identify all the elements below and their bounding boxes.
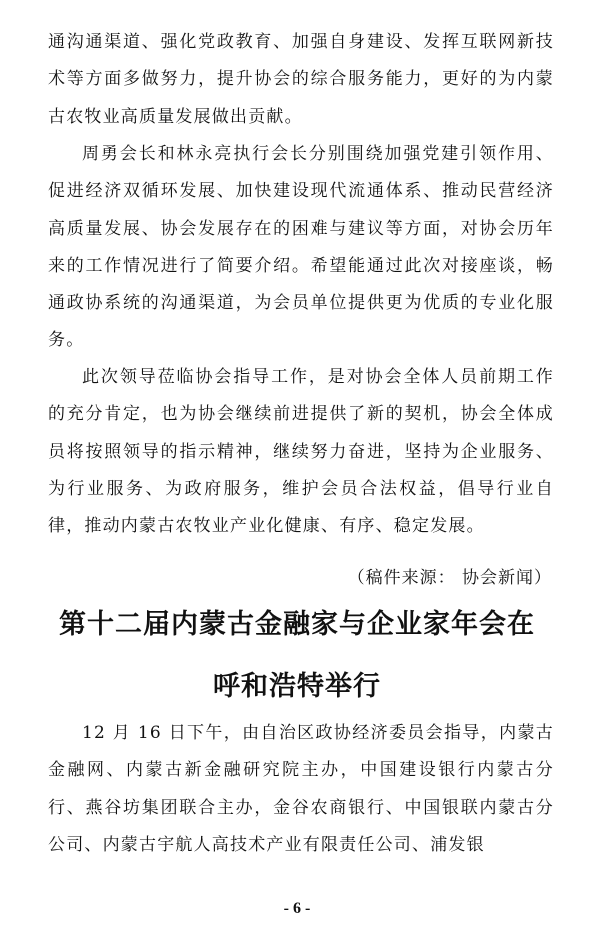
- page-number: - 6 -: [283, 900, 311, 917]
- article-first-paragraph: 12 月 16 日下午，由自治区政协经济委员会指导，内蒙古金融网、内蒙古新金融研究院主办，中国建设银行内蒙古分行、燕谷坊集团联合主办，金谷农商银行、中国银联内蒙古分公司、内蒙古宇航人高技术产业有限责任公司、浦发银: [48, 723, 554, 855]
- source-note: （稿件来源： 协会新闻）: [347, 568, 552, 588]
- paragraph-president-remarks: 周勇会长和林永亮执行会长分别围绕加强党建引领作用、促进经济双循环发展、加快建设现代流通体系、推动民营经济高质量发展、协会发展存在的困难与建议等方面，对协会历年来的工作情况进行了简要介绍。希望能通过此次对接座谈，畅通政协系统的沟通渠道，为会员单位提供更为优质的专业化服务。: [48, 144, 554, 351]
- paragraph-continued: 通沟通渠道、强化党政教育、加强自身建设、发挥互联网新技术等方面多做努力，提升协会的综合服务能力，更好的为内蒙古农牧业高质量发展做出贡献。: [48, 32, 554, 127]
- article-title-line-2: 呼和浩特举行: [213, 671, 381, 702]
- paragraph-conclusion: 此次领导莅临协会指导工作，是对协会全体人员前期工作的充分肯定，也为协会继续前进提供了新的契机，协会全体成员将按照领导的指示精神，继续努力奋进，坚持为企业服务、为行业服务、为政府服务，维护会员合法权益，倡导行业自律，推动内蒙古农牧业产业化健康、有序、稳定发展。: [48, 367, 554, 537]
- article-title-line-1: 第十二届内蒙古金融家与企业家年会在: [59, 609, 535, 640]
